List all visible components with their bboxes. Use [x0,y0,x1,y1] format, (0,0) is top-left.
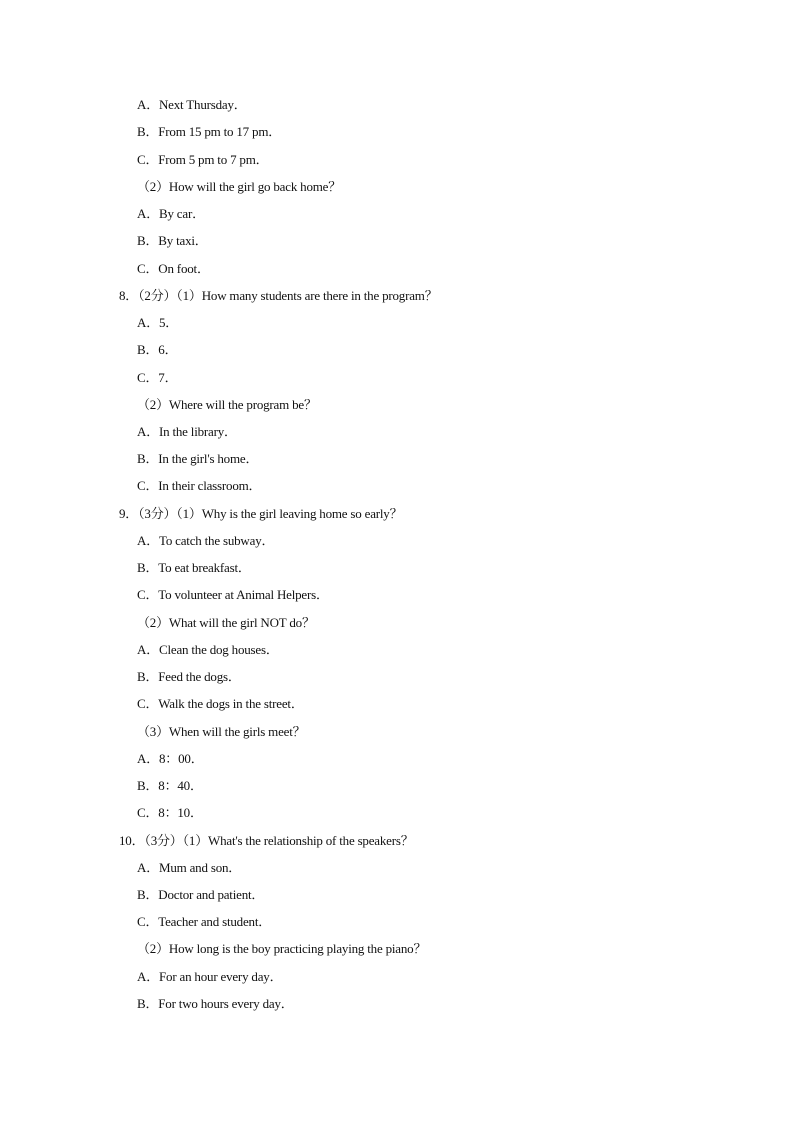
question-line: 9．（3分）（1）Why is the girl leaving home so early？ [119,506,403,521]
option-line: A．5． [137,315,179,330]
question-line: 8．（2分）（1）How many students are there in the program？ [119,288,438,303]
option-line: C．To volunteer at Animal Helpers． [137,587,329,602]
option-line: A．Next Thursday． [137,97,247,112]
option-line: C．8：10． [137,805,203,820]
question-line: 10．（3分）（1）What's the relationship of the speakers？ [119,833,414,848]
option-line: C．Walk the dogs in the street． [137,696,304,711]
option-line: A．Clean the dog houses． [137,642,279,657]
option-line: C．From 5 pm to 7 pm． [137,152,269,167]
option-line: B．Feed the dogs． [137,669,241,684]
option-line: A．By car． [137,206,205,221]
sub-question-line: （3）When will the girls meet？ [137,724,306,739]
option-line: B．To eat breakfast． [137,560,251,575]
option-line: C．Teacher and student． [137,914,272,929]
option-line: B．By taxi． [137,233,208,248]
option-line: B．8：40． [137,778,203,793]
option-line: B．For two hours every day． [137,996,294,1011]
option-line: C．7． [137,370,178,385]
option-line: B．Doctor and patient． [137,887,265,902]
sub-question-line: （2）How long is the boy practicing playing the piano？ [137,941,427,956]
option-line: B．From 15 pm to 17 pm． [137,124,282,139]
sub-question-line: （2）How will the girl go back home？ [137,179,342,194]
option-line: A．To catch the subway． [137,533,275,548]
option-line: C．In their classroom． [137,478,262,493]
option-line: C．On foot． [137,261,210,276]
option-line: A．In the library． [137,424,237,439]
option-line: B．In the girl's home． [137,451,259,466]
option-line: A．8：00． [137,751,204,766]
option-line: B．6． [137,342,178,357]
option-line: A．For an hour every day． [137,969,283,984]
sub-question-line: （2）Where will the program be？ [137,397,317,412]
sub-question-line: （2）What will the girl NOT do？ [137,615,315,630]
option-line: A．Mum and son． [137,860,242,875]
